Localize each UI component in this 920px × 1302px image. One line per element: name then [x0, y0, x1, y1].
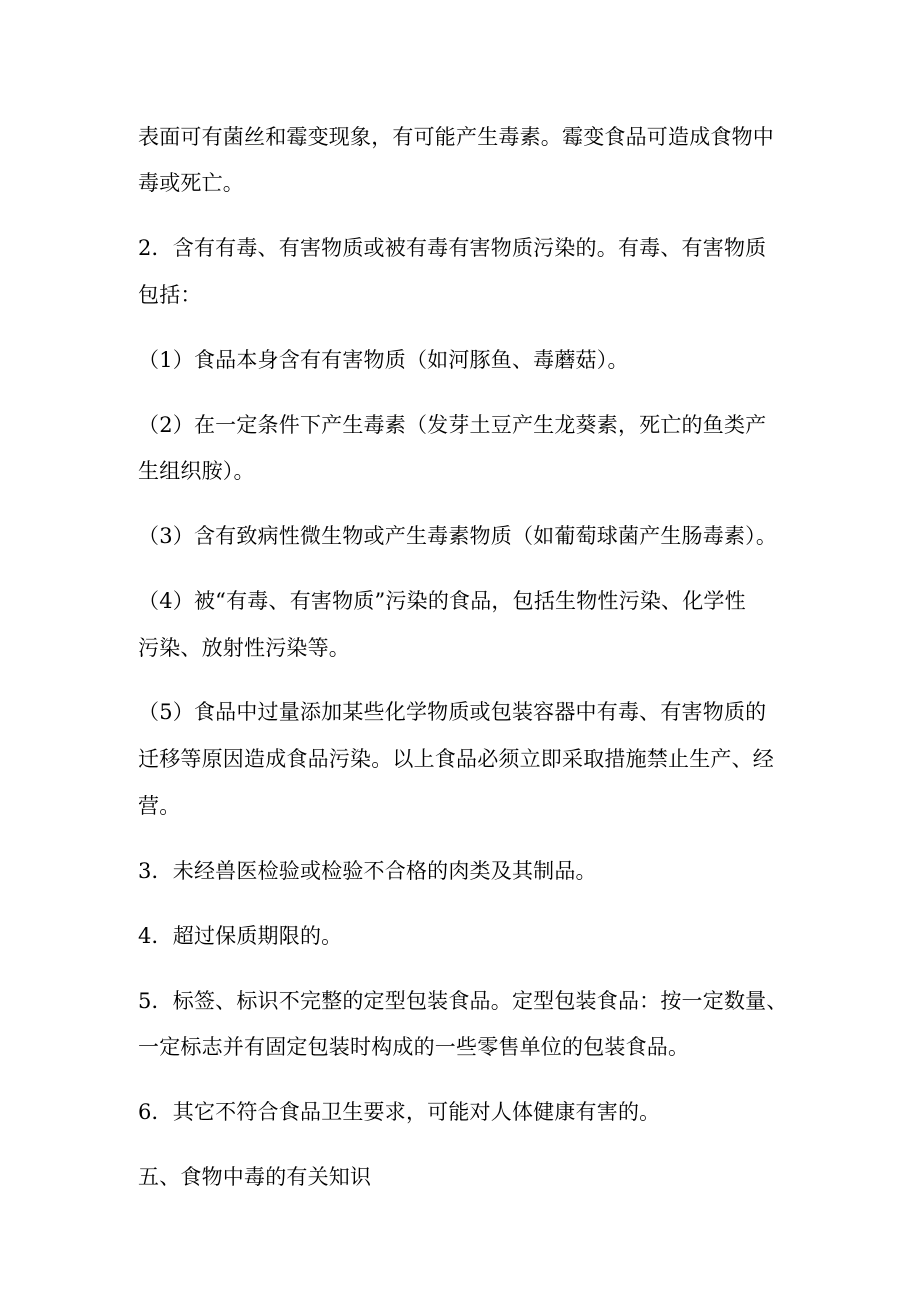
paragraph-4-line-1: （2）在一定条件下产生毒素（发芽土豆产生龙葵素，死亡的鱼类产 [138, 413, 767, 437]
paragraph-7-line-1: （5）食品中过量添加某些化学物质或包装容器中有毒、有害物质的 [138, 700, 767, 724]
section-heading-food-poisoning: 五、食物中毒的有关知识 [138, 1165, 372, 1189]
paragraph-6-line-1: （4）被“有毒、有害物质”污染的食品，包括生物性污染、化学性 [138, 589, 746, 613]
paragraph-5-line-1: （3）含有致病性微生物或产生毒素物质（如葡萄球菌产生肠毒素）。 [138, 524, 778, 548]
paragraph-10-line-2: 一定标志并有固定包装时构成的一些零售单位的包装食品。 [138, 1035, 690, 1059]
paragraph-7-line-3: 营。 [138, 794, 181, 818]
paragraph-11-line-1: 6．其它不符合食品卫生要求，可能对人体健康有害的。 [138, 1100, 661, 1124]
paragraph-9-line-1: 4．超过保质期限的。 [138, 924, 343, 948]
paragraph-4-line-2: 生组织胺）。 [138, 459, 255, 483]
paragraph-3-line-1: （1）食品本身含有有害物质（如河豚鱼、毒蘑菇）。 [138, 348, 629, 372]
paragraph-8-line-1: 3．未经兽医检验或检验不合格的肉类及其制品。 [138, 859, 597, 883]
paragraph-6-line-2: 污染、放射性污染等。 [138, 636, 350, 660]
paragraph-2-line-2: 包括： [138, 283, 202, 307]
paragraph-2-line-1: 2．含有有毒、有害物质或被有毒有害物质污染的。有毒、有害物质 [138, 236, 767, 260]
paragraph-1-line-2: 毒或死亡。 [138, 171, 244, 195]
paragraph-7-line-2: 迁移等原因造成食品污染。以上食品必须立即采取措施禁止生产、经 [138, 747, 774, 771]
paragraph-1-line-1: 表面可有菌丝和霉变现象，有可能产生毒素。霉变食品可造成食物中 [138, 125, 774, 149]
paragraph-10-line-1: 5．标签、标识不完整的定型包装食品。定型包装食品：按一定数量、 [138, 989, 788, 1013]
